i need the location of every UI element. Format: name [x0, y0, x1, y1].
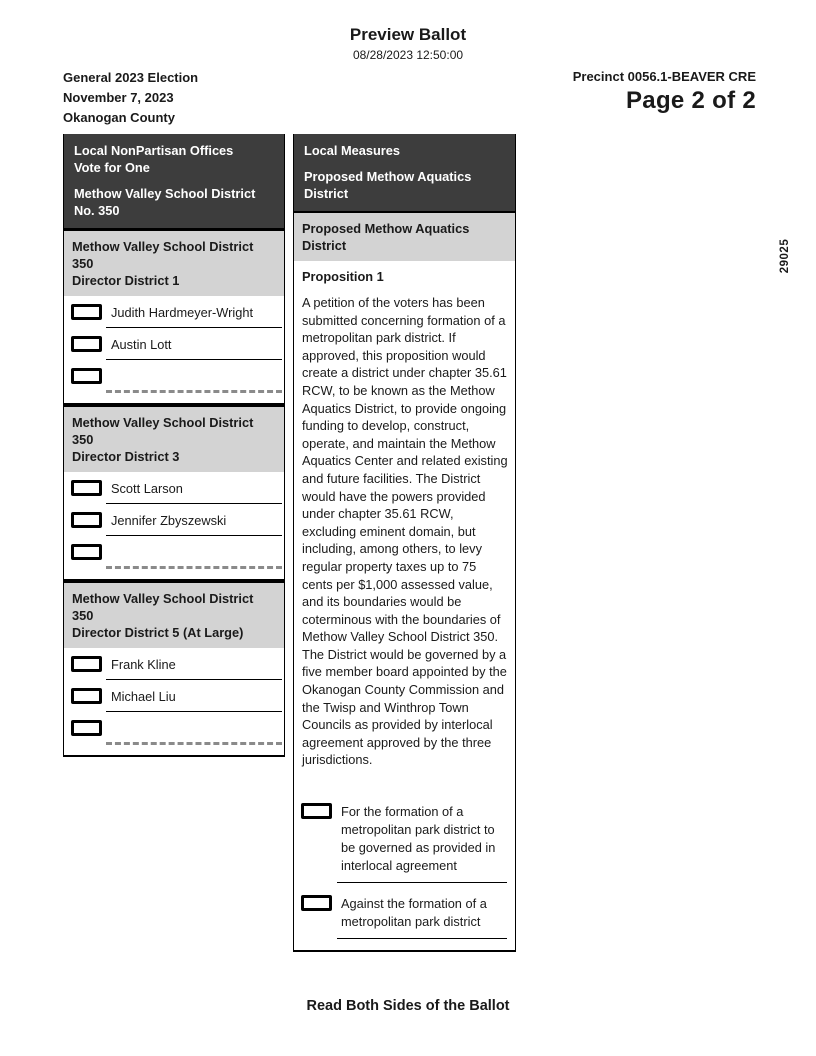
precinct-label: Precinct 0056.1-BEAVER CRE [572, 69, 756, 84]
contest-subtitle: Director District 5 (At Large) [72, 625, 244, 640]
candidate-name: Austin Lott [111, 337, 172, 352]
vote-target[interactable] [71, 656, 102, 672]
vote-target[interactable] [71, 368, 102, 384]
footer-instruction: Read Both Sides of the Ballot [306, 998, 510, 1014]
candidate-row [64, 296, 284, 321]
contest-subtitle: Director District 1 [72, 273, 180, 288]
write-in-line [106, 742, 282, 745]
candidate-row [64, 328, 284, 353]
page-title: Preview Ballot [349, 25, 467, 44]
vote-target[interactable] [301, 803, 332, 819]
vote-target[interactable] [71, 480, 102, 496]
header-spacer [304, 159, 505, 168]
measures-column [293, 134, 516, 952]
election-county: Okanogan County [63, 110, 175, 125]
offices-column [63, 134, 285, 757]
election-name: General 2023 Election [63, 70, 199, 85]
measure-option-against [294, 883, 515, 931]
proposition-title: Proposition 1 [302, 269, 384, 284]
candidate-name: Michael Liu [111, 689, 176, 704]
candidate-name: Scott Larson [111, 481, 183, 496]
vote-target[interactable] [71, 336, 102, 352]
write-in-row [64, 712, 284, 736]
offices-header-district: Methow Valley School District No. 350 [74, 186, 256, 218]
contest-header [64, 231, 284, 296]
offices-header-category: Local NonPartisan Offices [74, 143, 234, 158]
candidate-row [64, 504, 284, 529]
measure-title: Proposed Methow Aquatics District [294, 211, 515, 261]
candidate-name: Judith Hardmeyer-Wright [111, 305, 253, 320]
contest-title: Methow Valley School District 350 [72, 239, 254, 271]
precinct-block [573, 69, 756, 115]
offices-header-instruction: Vote for One [74, 160, 150, 175]
election-info [63, 68, 198, 128]
candidate-row [64, 472, 284, 497]
contest-header [64, 583, 284, 648]
option-label: Against the formation of a metropolitan park district [341, 896, 487, 930]
proposition-text: A petition of the voters has been submitted concerning formation of a metropolitan park district. If approved, this proposition would create a district under chapter 35.61 RCW, to be known as the Methow Aquatics District, to provide ongoing funding to develop, construct, operate, and maintain the Methow Aquatics Center and related existing and future facilities. The District would have the powers provided under chapter 35.61 RCW, excluding eminent domain, but including, among others, to levy regular property taxes up to 75 cents per $1,000 assessed value, and its boundaries would be coterminous with the boundaries of Methow Valley School District 350. The District would be governed by a five member board appointed by the Okanogan County Commission and the Twisp and Winthrop Town Councils as provided by interlocal agreement approved by the three jurisdictions. [302, 295, 508, 768]
contest-director-district-1 [64, 228, 284, 393]
candidate-row [64, 680, 284, 705]
measures-column-header [294, 134, 515, 211]
election-date: November 7, 2023 [63, 90, 174, 105]
vote-target[interactable] [71, 720, 102, 736]
write-in-line [106, 390, 282, 393]
candidate-name: Jennifer Zbyszewski [111, 513, 227, 528]
header-spacer [74, 176, 274, 185]
contest-director-district-5 [64, 579, 284, 745]
preview-timestamp: 08/28/2023 12:50:00 [352, 48, 464, 62]
contest-director-district-3 [64, 403, 284, 569]
measures-header-district: Proposed Methow Aquatics District [304, 169, 472, 201]
measure-option-for [294, 769, 515, 875]
option-underline [337, 938, 507, 939]
contest-title: Methow Valley School District 350 [72, 415, 254, 447]
option-label: For the formation of a metropolitan park district to be governed as provided in interlocal agreement [341, 804, 496, 874]
measures-header-category: Local Measures [304, 143, 401, 158]
vote-target[interactable] [71, 544, 102, 560]
vote-target[interactable] [71, 688, 102, 704]
candidate-name: Frank Kline [111, 657, 176, 672]
candidate-row [64, 648, 284, 673]
page-indicator: Page 2 of 2 [625, 87, 756, 114]
vote-target[interactable] [71, 304, 102, 320]
stub-number: 29025 [779, 238, 791, 274]
write-in-line [106, 566, 282, 569]
contest-header [64, 407, 284, 472]
vote-target[interactable] [301, 895, 332, 911]
contest-title: Methow Valley School District 350 [72, 591, 254, 623]
vote-target[interactable] [71, 512, 102, 528]
contest-subtitle: Director District 3 [72, 449, 180, 464]
write-in-row [64, 536, 284, 560]
offices-column-header [64, 134, 284, 228]
ballot-title-block [0, 25, 816, 62]
write-in-row [64, 360, 284, 384]
